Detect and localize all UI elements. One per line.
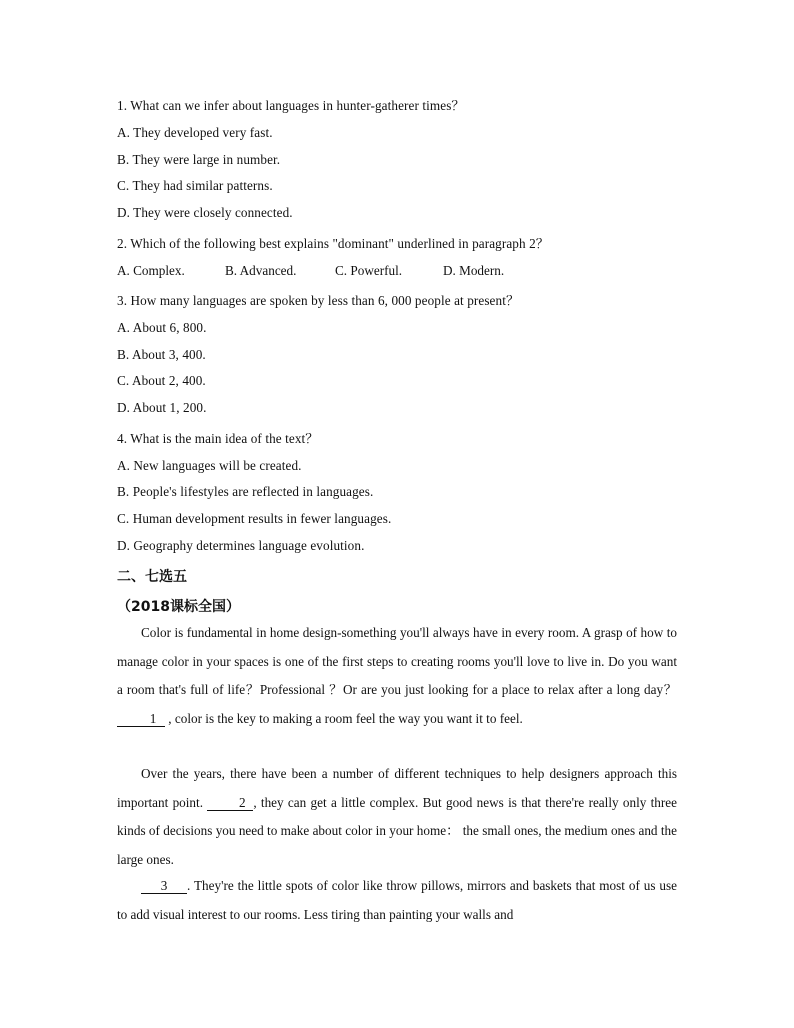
question-3-option-c: C. About 2, 400. (117, 373, 206, 388)
question-2-options (117, 263, 504, 279)
passage-paragraph-3 (117, 872, 677, 929)
passage-paragraph-1 (117, 619, 677, 733)
blank-2: 2 (207, 796, 253, 811)
passage-paragraph-2 (117, 760, 677, 874)
paragraph-2-text-b: , they can get a little complex. But good news is that there're really only three kinds of decisions you need to make about color in your home： the small ones, the medium ones and the large ones. (117, 794, 678, 867)
blank-1: 1 (117, 712, 165, 727)
question-3-option-d: D. About 1, 200. (117, 400, 207, 415)
question-2-option-b: B. Advanced. (225, 263, 297, 278)
question-3-option-a: A. About 6, 800. (117, 320, 207, 335)
paragraph-2-text-a: Over the years, there have been a number of different techniques to help designers approach this important point. (117, 766, 677, 810)
paragraph-1-text-a: Color is fundamental in home design-something you'll always have in every room. A grasp of how to manage color in your spaces is one of the first steps to creating rooms you'll love to live in. Do you want a room that's full of life？Professional ？Or are you just looking for a place to relax after a long day？ (117, 625, 677, 698)
question-1-option-d: D. They were closely connected. (117, 205, 293, 220)
question-2-option-d: D. Modern. (443, 263, 505, 278)
paragraph-3-text-b: . They're the little spots of color like throw pillows, mirrors and baskets that most of us use to add visual interest to our rooms. Less tiring than painting your walls and (117, 878, 677, 922)
question-2-option-c: C. Powerful. (335, 263, 403, 278)
question-1-option-c: C. They had similar patterns. (117, 178, 273, 193)
question-1-option-b: B. They were large in number. (117, 152, 281, 167)
question-4-stem: 4. What is the main idea of the text？ (117, 431, 319, 446)
question-4-option-a: A. New languages will be created. (117, 458, 302, 473)
section-source: （2018课标全国） (117, 599, 240, 615)
question-4-option-c: C. Human development results in fewer languages. (117, 511, 392, 526)
question-4-option-d: D. Geography determines language evolution. (117, 538, 365, 553)
question-2-stem: 2. Which of the following best explains "dominant" underlined in paragraph 2？ (117, 236, 550, 251)
section-title: 二、七选五 (117, 569, 187, 585)
question-3-option-b: B. About 3, 400. (117, 347, 206, 362)
blank-3: 3 (141, 879, 187, 894)
question-3-stem: 3. How many languages are spoken by less than 6, 000 people at present？ (117, 293, 520, 308)
question-2-option-a: A. Complex. (117, 263, 185, 278)
question-1-stem: 1. What can we infer about languages in hunter-gatherer times？ (117, 98, 465, 113)
question-4-option-b: B. People's lifestyles are reflected in languages. (117, 484, 374, 499)
question-1-option-a: A. They developed very fast. (117, 125, 273, 140)
paragraph-1-text-b: , color is the key to making a room feel the way you want it to feel. (168, 710, 523, 726)
